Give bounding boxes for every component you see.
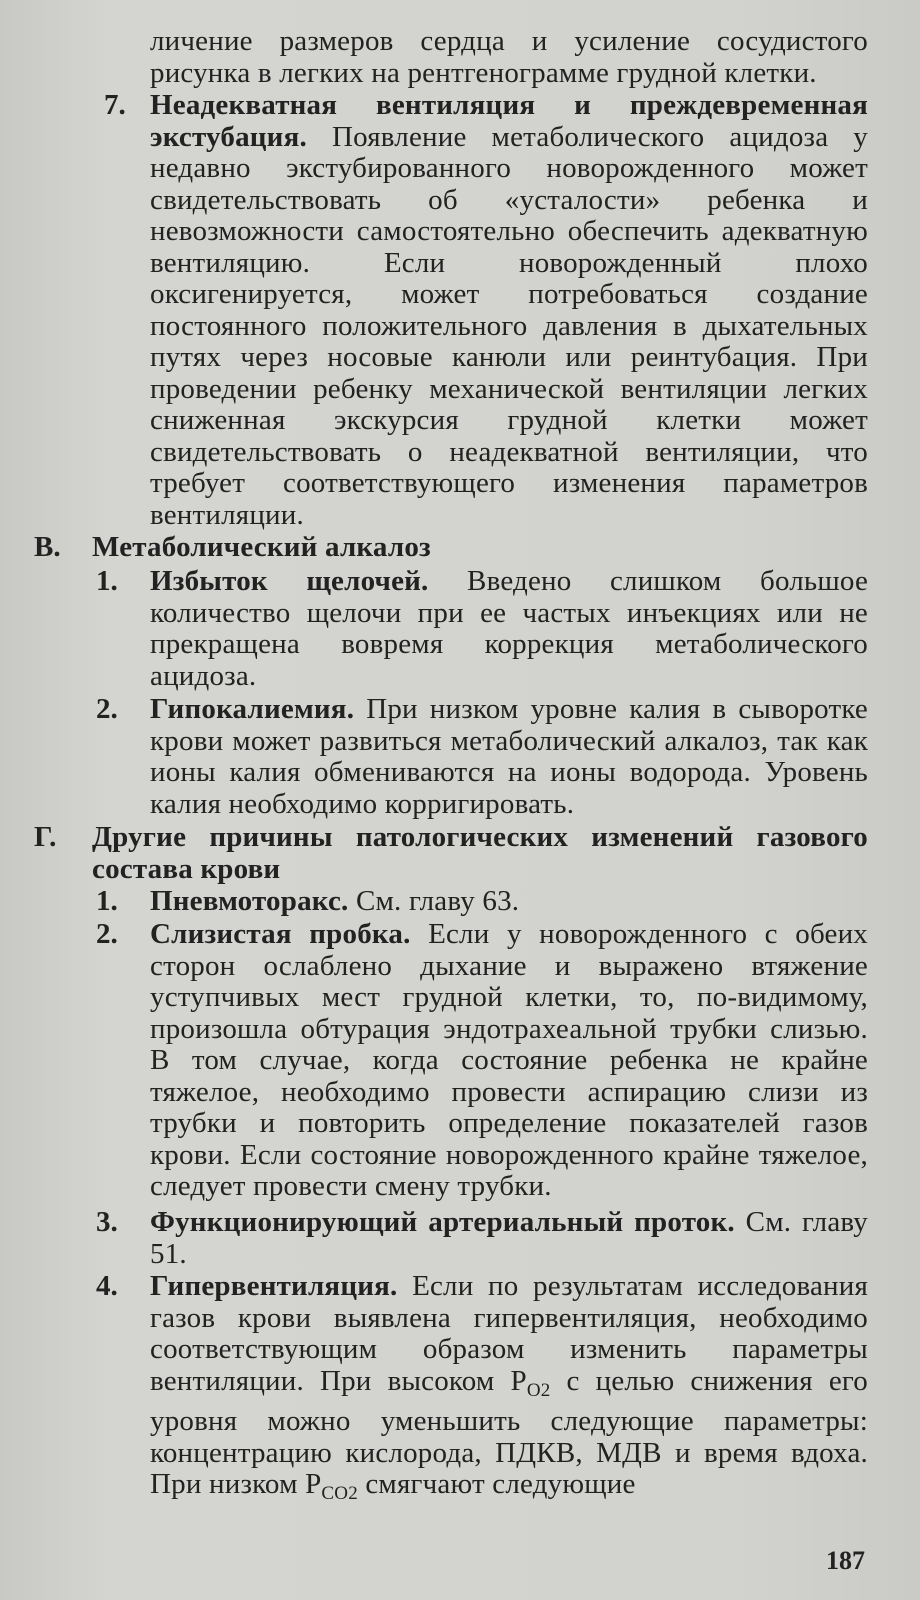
section-v-item-2-number: 2. <box>96 693 118 725</box>
section-v-item-2-text: При низком уровне калия в сыворотке крови может развиться метаболический алкалоз, так как ионы калия обмениваются на ионы водорода. Уровень калия необходимо корригировать. <box>150 693 869 820</box>
section-v-heading: Метаболический алкалоз <box>92 531 431 563</box>
section-v-item-2-lead: Гипокалиемия. <box>150 693 355 725</box>
section-g-item-4-number: 4. <box>96 1270 118 1302</box>
section-v-letter: В. <box>34 531 61 563</box>
section-g-item-3-number: 3. <box>96 1206 118 1238</box>
page-number: 187 <box>826 1546 865 1575</box>
section-v-item-1-lead: Избыток щелочей. <box>150 565 429 597</box>
section-v-item-1-paragraph <box>150 566 868 692</box>
item-7-paragraph <box>150 90 868 531</box>
item-7-number: 7. <box>104 89 126 121</box>
section-g-item-1-number: 1. <box>96 885 118 917</box>
section-g-item-3-paragraph <box>150 1207 868 1270</box>
section-g-heading: Другие причины патологических изменений газового состава крови <box>92 821 868 885</box>
section-g-item-3-text: См. главу 51. <box>150 1206 868 1270</box>
section-g-item-2-paragraph <box>150 919 868 1203</box>
section-v-item-2-paragraph <box>150 694 868 820</box>
section-v-item-1-number: 1. <box>96 565 118 597</box>
item-7-text: Появление метаболического ацидоза у недавно экстубированного новорожденного может свидетельствовать об «усталости» ребенка и невозможности самостоятельно обеспечить адекватную вентиляцию. Если новорожденный плохо оксигенируется, может потребоваться создание постоянного положительного давления в дыхательных путях через носовые канюли или реинтубация. При проведении ребенку механической вентиляции легких сниженная экскурсия грудной клетки может свидетельствовать о неадекватной вентиляции, что требует соответствующего изменения параметров вентиляции. <box>150 120 868 531</box>
continuation-paragraph: личение размеров сердца и усиление сосудистого рисунка в легких на рентгенограмме грудной клетки. <box>150 25 868 89</box>
section-g-item-1-lead: Пневмоторакс. <box>150 885 349 917</box>
section-g-item-4-text-c: смягчают следующие <box>365 1468 636 1500</box>
section-v-item-1-text: Введено слишком большое количество щелочи при ее частых инъекциях или не прекращена вовремя коррекция метаболического ацидоза. <box>150 565 869 692</box>
section-g-letter: Г. <box>34 821 57 853</box>
section-g-item-4-lead: Гипервентиляция. <box>150 1270 398 1302</box>
section-g-item-4-text-b: с целью снижения его уровня можно уменьшить следующие параметры: концентрацию кислорода, ПДКВ, МДВ и время вдоха. При низком P <box>150 1364 868 1500</box>
section-g-item-1-paragraph <box>150 886 868 918</box>
section-g-item-2-number: 2. <box>96 918 118 950</box>
po2-subscript: O2 <box>526 1379 551 1401</box>
section-g-item-4-paragraph <box>150 1271 868 1510</box>
section-g-item-2-lead: Слизистая пробка. <box>150 918 411 950</box>
item-7-lead: Неадекватная вентиляция и преждевременная экстубация. <box>150 89 868 153</box>
section-g-item-4-text-a: Если по результатам исследования газов крови выявлена гипервентиляция, необходимо соответствующим образом изменить параметры вентиляции. При высоком P <box>150 1270 869 1397</box>
section-g-item-2-text: Если у новорожденного с обеих сторон ослаблено дыхание и выражено втяжение уступчивых мест грудной клетки, то, по-видимому, произошла обтурация эндотрахеальной трубки слизью. В том случае, когда состояние ребенка не крайне тяжелое, необходимо провести аспирацию слизи из трубки и повторить определение показателей газов крови. Если состояние новорожденного крайне тяжелое, следует провести смену трубки. <box>150 918 869 1202</box>
section-g-item-3-lead: Функционирующий артериальный проток. <box>150 1206 735 1238</box>
pco2-subscript: CO2 <box>321 1483 358 1504</box>
section-g-item-1-text: См. главу 63. <box>355 885 520 917</box>
